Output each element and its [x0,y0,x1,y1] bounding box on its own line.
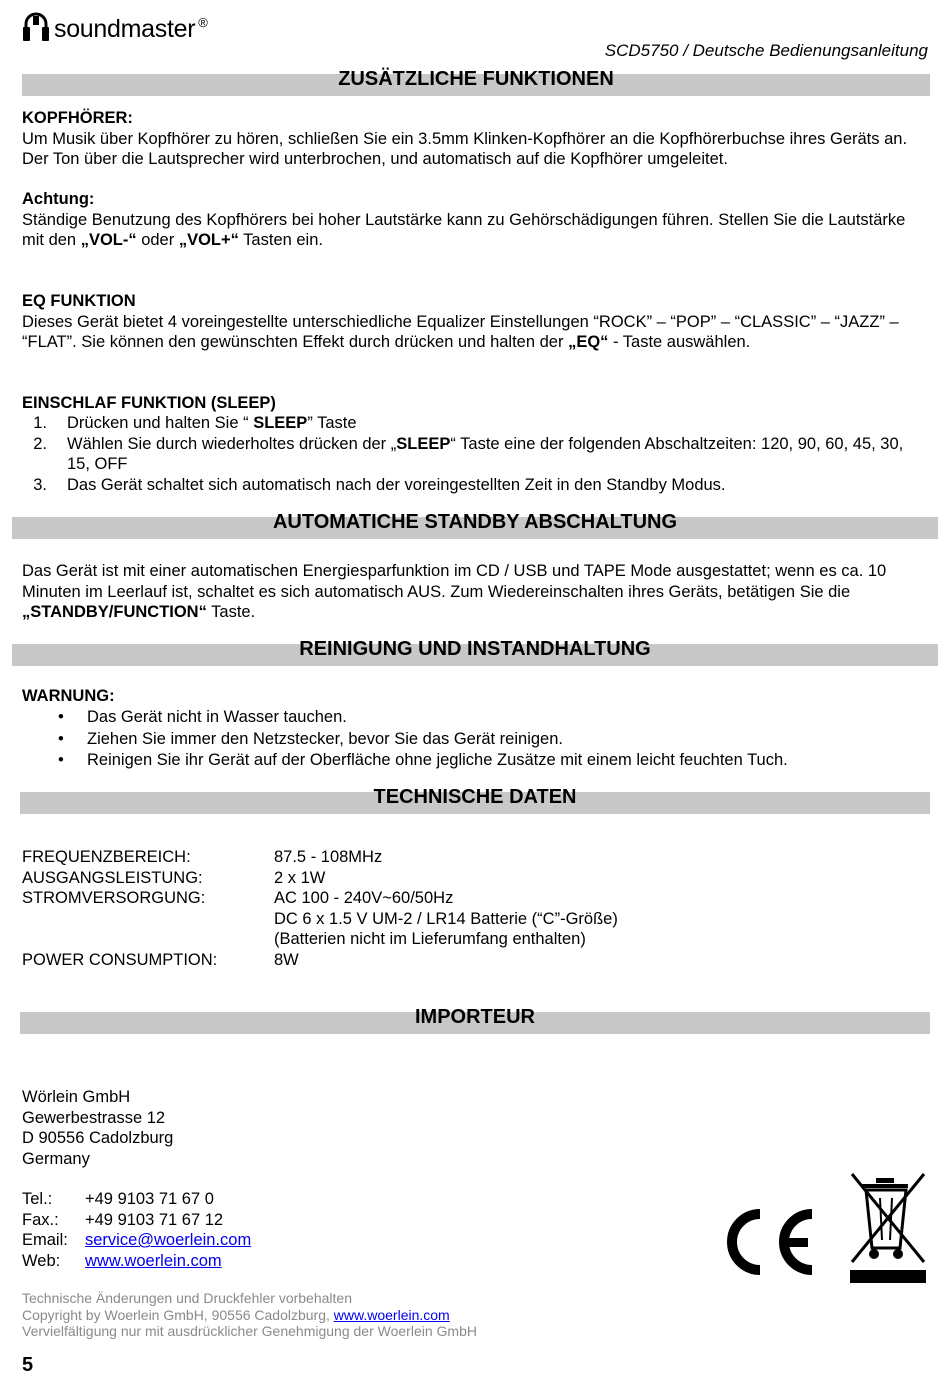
footer-notes [22,1290,477,1340]
subheading: EQ FUNKTION [22,292,136,310]
warning-list [22,707,912,772]
crossed-bin-icon [848,1170,928,1284]
list-item: • Reinigen Sie ihr Gerät auf der Oberfläche ohne jegliche Zusätze mit einem leicht feuchten Tuch. [58,751,788,769]
document-title: SCD5750 / Deutsche Bedienungsanleitung [604,41,928,60]
address-line: Germany [22,1149,90,1168]
subheading-warning: WARNUNG: [22,687,115,705]
contact-row: Tel.: +49 9103 71 67 0 [22,1190,214,1208]
page-number: 5 [22,1354,34,1376]
list-item: • Das Gerät nicht in Wasser tauchen. [58,708,347,726]
subheading: Achtung: [22,190,95,208]
subheading: KOPFHÖRER: [22,109,133,127]
section-title: ZUSÄTZLICHE FUNKTIONEN [338,68,614,90]
section-band-importer [20,1006,930,1034]
spec-row: (Batterien nicht im Lieferumfang enthalten) [274,930,586,948]
section-title: AUTOMATICHE STANDBY ABSCHALTUNG [272,511,678,533]
contact-row: Web: www.woerlein.com [22,1251,222,1270]
paragraph: Um Musik über Kopfhörer zu hören, schließen Sie ein 3.5mm Klinken-Kopfhörer an die Kopfhörerbuchse ihres Geräts an. Der Ton über die Lautsprecher wird unterbrochen, und automatisch auf die Kopfhörer umgeleitet. [22,129,908,168]
headphone-block [22,108,912,170]
list-item: 3. Das Gerät schaltet sich automatisch nach der voreingestellten Zeit in den Standby Modus. [33,475,726,494]
ce-mark-icon [716,1208,816,1276]
standby-paragraph: Das Gerät ist mit einer automatischen Energiesparfunktion im CD / USB und TAPE Mode ausgestattet; wenn es ca. 10 Minuten im Leerlauf ist, schaltet es sich automatisch AUS. Zum Wiedereinschalten ihres Geräts, betätigen Sie die „STANDBY/FUNCTION“ Taste. [22,562,887,621]
footer-line: Technische Änderungen und Druckfehler vorbehalten [22,1290,352,1306]
section-band-cleaning [12,638,938,666]
importer-contacts [22,1189,251,1271]
spec-table [22,847,618,970]
section-band-functions [22,68,930,96]
section-band-standby [12,511,938,539]
brand-logo [22,8,208,44]
brand-name: soundmaster ® [54,15,208,43]
section-title: TECHNISCHE DATEN [373,786,577,808]
contact-row: Fax.: +49 9103 71 67 12 [22,1210,224,1229]
section-band-specs [20,786,930,814]
spec-row: STROMVERSORGUNG: AC 100 - 240V~60/50Hz [22,889,454,907]
spec-row: DC 6 x 1.5 V UM-2 / LR14 Batterie (“C”-Größe) [274,909,618,928]
section-title: REINIGUNG UND INSTANDHALTUNG [299,638,651,660]
footer-line: Vervielfältigung nur mit ausdrücklicher Genehmigung der Woerlein GmbH [22,1323,477,1339]
spec-row: POWER CONSUMPTION: 8W [22,950,299,969]
paragraph: Ständige Benutzung des Kopfhörers bei hoher Lautstärke kann zu Gehörschädigungen führen. Stellen Sie die Lautstärke mit den „VOL-“ oder „VOL+“ Tasten ein. [22,210,906,249]
list-item: 1. Drücken und halten Sie “ SLEEP” Taste [33,414,357,432]
eq-block [22,291,902,353]
footer-line: Copyright by Woerlein GmbH, 90556 Cadolzburg, www.woerlein.com [22,1306,450,1323]
footer-website-link[interactable]: www.woerlein.com [333,1306,450,1323]
subheading-sleep: EINSCHLAF FUNKTION (SLEEP) [22,394,276,412]
section-title: IMPORTEUR [415,1006,535,1028]
list-item: 2. Wählen Sie durch wiederholtes drücken der „SLEEP“ Taste eine der folgenden Abschaltzeiten: 120, 90, 60, 45, 30, 15, OFF [33,434,904,473]
address-line: D 90556 Cadolzburg [22,1129,174,1147]
headphones-logo-icon [22,10,50,42]
email-link[interactable]: service@woerlein.com [85,1231,252,1249]
contact-row: Email: service@woerlein.com [22,1231,252,1249]
list-item: • Ziehen Sie immer den Netzstecker, bevor Sie das Gerät reinigen. [58,729,563,748]
paragraph: Dieses Gerät bietet 4 voreingestellte unterschiedliche Equalizer Einstellungen “ROCK” – “POP” – “CLASSIC” – “JAZZ” – “FLAT”. Sie können den gewünschten Effekt durch drücken und halten der „EQ“ - Taste auswählen. [22,312,899,351]
sleep-steps [22,413,912,495]
caution-block [22,189,912,251]
address-line: Wörlein GmbH [22,1088,131,1106]
website-link[interactable]: www.woerlein.com [85,1251,222,1270]
spec-row: FREQUENZBEREICH: 87.5 - 108MHz [22,848,383,866]
importer-address [22,1087,173,1169]
address-line: Gewerbestrasse 12 [22,1108,166,1127]
spec-row: AUSGANGSLEISTUNG: 2 x 1W [22,868,326,887]
